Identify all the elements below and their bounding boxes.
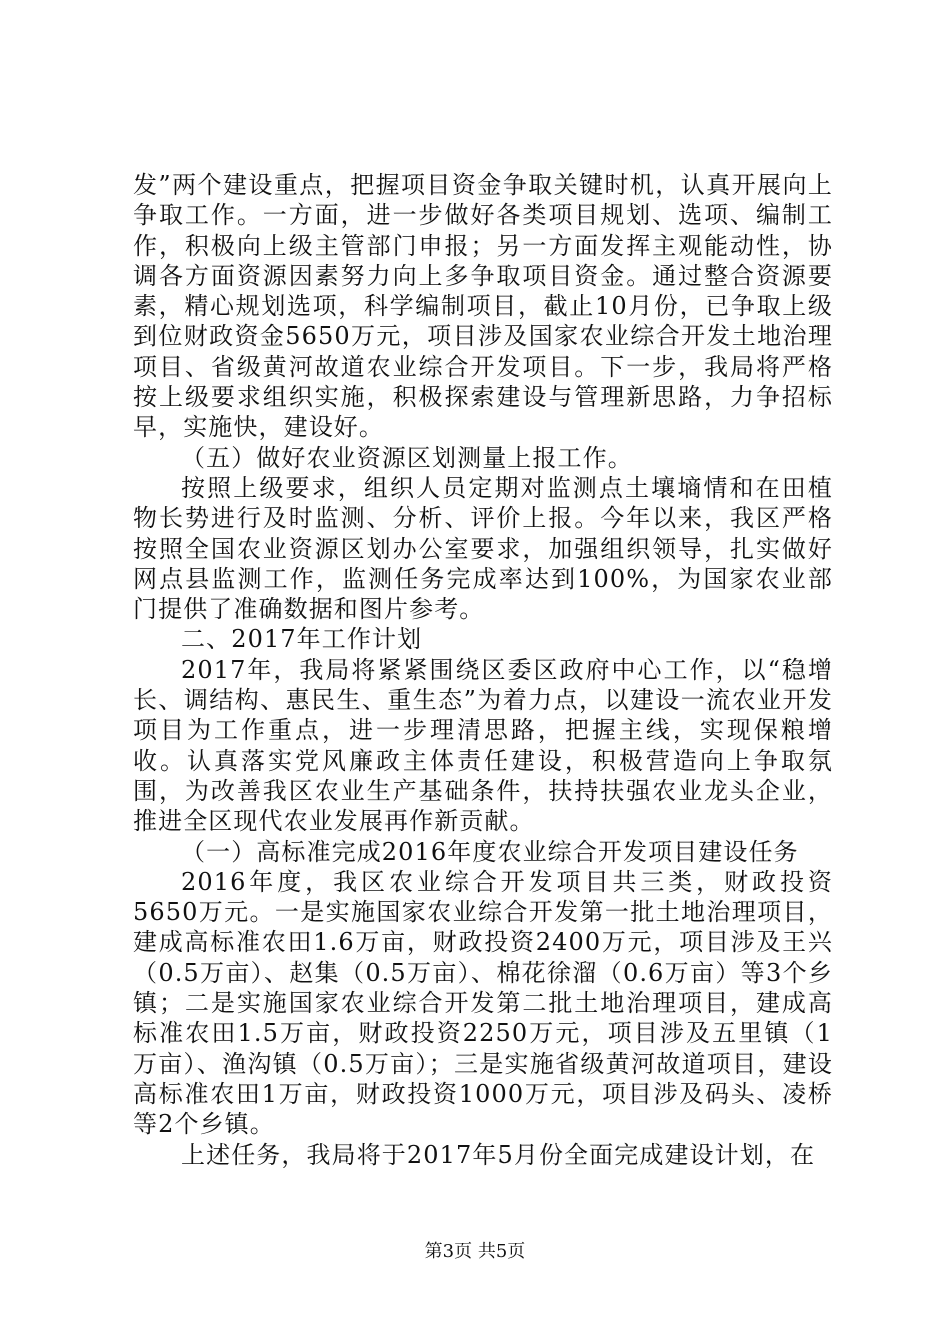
document-body: [133, 170, 833, 1170]
page-number-footer: 第3页 共5页: [424, 1241, 526, 1262]
section-heading-5: （五）做好农业资源区划测量上报工作。: [181, 443, 633, 472]
paragraph: 2016年度，我区农业综合开发项目共三类，财政投资5650万元。一是实施国家农业综合开发第一批土地治理项目，建成高标准农田1.6万亩，财政投资2400万元，项目涉及王兴（0.5万亩）、赵集（0.5万亩）、棉花徐溜（0.6万亩）等3个乡镇；二是实施国家农业综合开发第二批土地治理项目，建成高标准农田1.5万亩，财政投资2250万元，项目涉及五里镇（1万亩）、渔沟镇（0.5万亩）；三是实施省级黄河故道项目，建设高标准农田1万亩，财政投资1000万元，项目涉及码头、凌桥等2个乡镇。: [133, 867, 833, 1139]
paragraph: 上述任务，我局将于2017年5月份全面完成建设计划，在: [181, 1140, 816, 1169]
paragraph-continued: 发”两个建设重点，把握项目资金争取关键时机，认真开展向上争取工作。一方面，进一步做好各类项目规划、选项、编制工作，积极向上级主管部门申报；另一方面发挥主观能动性，协调各方面资源因素努力向上多争取项目资金。通过整合资源要素，精心规划选项，科学编制项目，截止10月份，已争取上级到位财政资金5650万元，项目涉及国家农业综合开发土地治理项目、省级黄河故道农业综合开发项目。下一步，我局将严格按上级要求组织实施，积极探索建设与管理新思路，力争招标早，实施快，建设好。: [133, 171, 833, 442]
paragraph: 2017年，我局将紧紧围绕区委区政府中心工作，以“稳增长、调结构、惠民生、重生态”为着力点，以建设一流农业开发项目为工作重点，进一步理清思路，把握主线，实现保粮增收。认真落实党风廉政主体责任建设，积极营造向上争取氛围，为改善我区农业生产基础条件，扶持扶强农业龙头企业，推进全区现代农业发展再作新贡献。: [133, 655, 833, 836]
paragraph: 按照上级要求，组织人员定期对监测点土壤墒情和在田植物长势进行及时监测、分析、评价上报。今年以来，我区严格按照全国农业资源区划办公室要求，加强组织领导，扎实做好网点县监测工作，监测任务完成率达到100%，为国家农业部门提供了准确数据和图片参考。: [133, 473, 833, 624]
section-heading-1: （一）高标准完成2016年度农业综合开发项目建设任务: [181, 837, 799, 866]
section-heading-plan: 二、2017年工作计划: [181, 625, 423, 654]
